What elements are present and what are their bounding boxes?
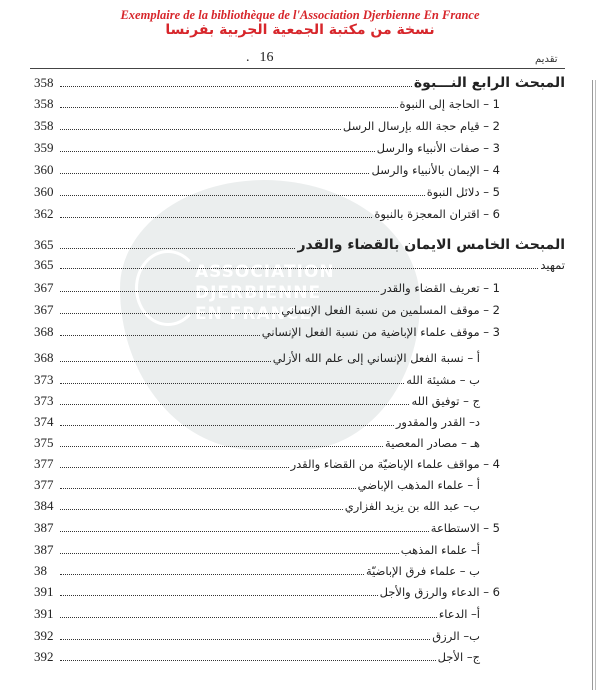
toc-page-number: 375: [34, 435, 54, 450]
toc-entry: [34, 162, 500, 180]
toc-entry: [34, 302, 500, 320]
toc-title: 6 – الدعاء والرزق والأجل: [379, 585, 500, 599]
toc-page-number: 391: [34, 584, 54, 599]
toc-page-number: 360: [34, 184, 54, 199]
toc-dot-leader: [60, 302, 279, 314]
toc-page-number: 365: [34, 237, 54, 252]
toc-dot-leader: [60, 393, 409, 405]
toc-page-number: 367: [34, 280, 54, 295]
toc-dot-leader: [60, 520, 429, 532]
toc-dot-leader: [60, 162, 369, 174]
toc-page-number: 362: [34, 206, 54, 221]
toc-entry: [34, 498, 480, 516]
toc-entry: [34, 206, 500, 224]
toc-dot-leader: [60, 563, 364, 575]
toc-page-number: 365: [34, 257, 54, 272]
toc-entry: [34, 542, 480, 560]
toc-title: المبحث الرابع النـــبوة: [413, 75, 565, 91]
toc-page-number: 38: [34, 563, 47, 578]
toc-page-number: 373: [34, 393, 54, 408]
toc-entry: [34, 372, 480, 390]
toc-page-number: 374: [34, 414, 54, 429]
toc-page-number: 377: [34, 456, 54, 471]
toc-dot-leader: [60, 628, 430, 640]
toc-page-number: 358: [34, 96, 54, 111]
toc-dot-leader: [60, 435, 383, 447]
toc-title: 2 – موقف المسلمين من نسبة الفعل الإنساني: [281, 303, 500, 317]
page-number-value: 16: [259, 50, 274, 65]
toc-entry: [34, 435, 480, 453]
toc-entry: [34, 628, 480, 646]
toc-title: 1 – الحاجة إلى النبوة: [399, 97, 500, 111]
toc-dot-leader: [60, 140, 375, 152]
toc-dot-leader: [60, 75, 412, 87]
toc-title: المبحث الخامس الايمان بالقضاء والقدر: [297, 237, 565, 253]
toc-title: 6 – اقتران المعجزة بالنبوة: [374, 207, 500, 221]
toc-title: أ – نسبة الفعل الإنساني إلى علم الله الأزلي: [272, 351, 480, 365]
toc-title: د– القدر والمقدور: [395, 415, 480, 429]
toc-page-number: 384: [34, 498, 54, 513]
toc-dot-leader: [60, 414, 394, 426]
toc-entry: [34, 584, 500, 602]
toc-dot-leader: [60, 184, 425, 196]
toc-page-number: 367: [34, 302, 54, 317]
toc-dot-leader: [60, 477, 356, 489]
toc-title: تمهيد: [540, 258, 565, 272]
toc-page-number: 392: [34, 628, 54, 643]
watermark-line-1: ASSOCIATION: [195, 262, 335, 282]
toc-page-number: 387: [34, 542, 54, 557]
toc-title: 4 – الإيمان بالأنبياء والرسل: [371, 163, 500, 177]
toc-page-number: 358: [34, 118, 54, 133]
toc-dot-leader: [60, 456, 289, 468]
toc-dot-leader: [60, 649, 436, 661]
toc-title: 5 – دلائل النبوة: [426, 185, 500, 199]
watermark-line-3: EN FRANCE: [195, 304, 312, 324]
toc-title: 5 – الاستطاعة: [430, 521, 500, 535]
toc-dot-leader: [60, 498, 343, 510]
toc-dot-leader: [60, 257, 538, 269]
toc-page-number: 391: [34, 606, 54, 621]
toc-title: ج – توفيق الله: [411, 394, 480, 408]
toc-title: هـ – مصادر المعصية: [385, 436, 480, 450]
toc-dot-leader: [60, 280, 379, 292]
toc-title: ب– عبد الله بن يزيد الفزاري: [344, 499, 480, 513]
toc-entry: [34, 520, 500, 538]
toc-page-number: 387: [34, 520, 54, 535]
toc-entry: [34, 257, 565, 275]
toc-entry: [34, 456, 500, 474]
toc-dot-leader: [60, 237, 295, 249]
toc-dot-leader: [60, 118, 341, 130]
toc-entry: [34, 140, 500, 158]
toc-entry: [34, 118, 500, 136]
toc-dot-leader: [60, 350, 271, 362]
toc-title: أ– علماء المذهب: [400, 543, 480, 557]
toc-page-number: 368: [34, 324, 54, 339]
toc-dot-leader: [60, 206, 372, 218]
toc-title: 3 – موقف علماء الإباضية من نسبة الفعل الإنساني: [261, 325, 500, 339]
toc-dot-leader: [60, 96, 398, 108]
toc-page-number: 358: [34, 75, 54, 90]
toc-entry: [34, 324, 500, 342]
toc-title: ب – علماء فرق الإباضيّة: [365, 564, 480, 578]
toc-heading: [34, 75, 565, 93]
toc-entry: [34, 414, 480, 432]
library-stamp-french: Exemplaire de la bibliothèque de l'Association Djerbienne En France: [120, 8, 480, 22]
library-stamp-arabic: نسخة من مكتبة الجمعية الجربية بفرنسا: [165, 22, 435, 38]
toc-entry: [34, 606, 480, 624]
toc-title: ج– الأجل: [437, 650, 480, 664]
toc-page-number: 392: [34, 649, 54, 664]
toc-entry: [34, 350, 480, 368]
toc-title: 4 – مواقف علماء الإباضيّة من القضاء والقدر: [290, 457, 500, 471]
toc-page-number: 368: [34, 350, 54, 365]
running-header-section: تقديم: [535, 54, 558, 65]
watermark-line-2: DJERBIENNE: [195, 283, 322, 303]
toc-entry: [34, 393, 480, 411]
toc-page-number: 377: [34, 477, 54, 492]
toc-page-number: 359: [34, 140, 54, 155]
toc-title: 2 – قيام حجة الله بإرسال الرسل: [342, 119, 500, 133]
toc-title: ب– الرزق: [432, 629, 480, 643]
toc-title: أ– الدعاء: [438, 607, 480, 621]
toc-entry: [34, 184, 500, 202]
toc-entry: [34, 96, 500, 114]
toc-dot-leader: [60, 372, 404, 384]
toc-entry: [34, 280, 500, 298]
toc-dot-leader: [60, 606, 437, 618]
toc-entry: [34, 477, 480, 495]
toc-dot-leader: [60, 324, 260, 336]
toc-heading: [34, 237, 565, 255]
toc-page-number: 360: [34, 162, 54, 177]
toc-entry: [34, 563, 480, 581]
toc-page-number: 373: [34, 372, 54, 387]
toc-dot-leader: [60, 542, 399, 554]
toc-entry: [34, 649, 480, 667]
toc-title: 1 – تعريف القضاء والقدر: [381, 281, 500, 295]
toc-title: 3 – صفات الأنبياء والرسل: [376, 141, 500, 155]
page-number-dot: .: [246, 50, 250, 65]
toc-title: أ – علماء المذهب الإباضي: [357, 478, 480, 492]
toc-dot-leader: [60, 584, 378, 596]
toc-title: ب – مشيئة الله: [406, 373, 480, 387]
